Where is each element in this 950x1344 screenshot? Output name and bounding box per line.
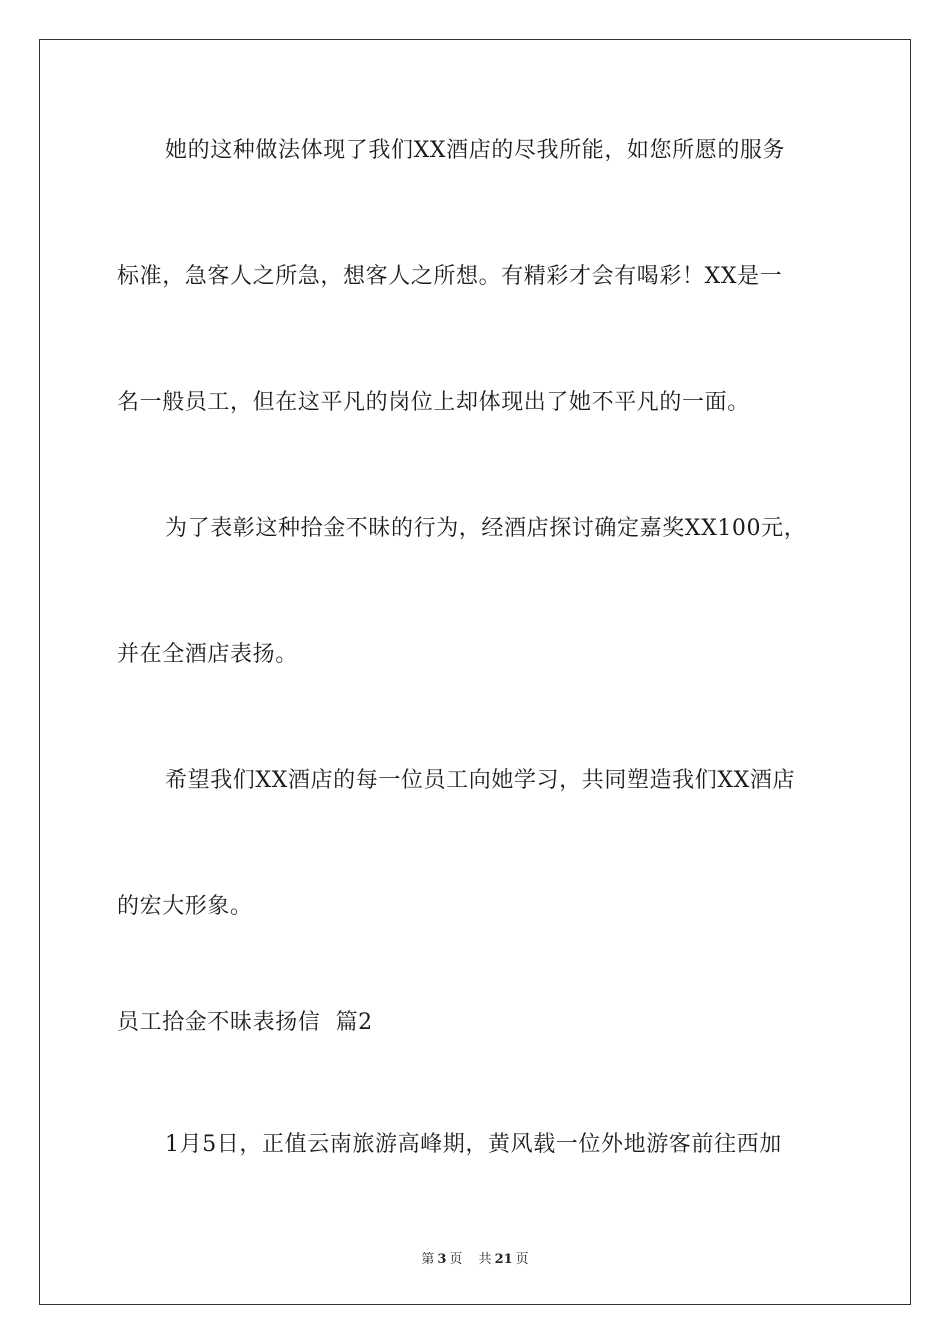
- paragraph-line: 她的这种做法体现了我们XX酒店的尽我所能，如您所愿的服务: [165, 138, 786, 163]
- paragraph-line: 1月5日，正值云南旅游高峰期，黄风载一位外地游客前往西加: [165, 1132, 782, 1157]
- section-heading: 员工拾金不昧表扬信 篇2: [117, 1010, 373, 1035]
- total-prefix: 共: [478, 1252, 492, 1267]
- paragraph-line: 标准，急客人之所急，想客人之所想。有精彩才会有喝彩！XX是一: [117, 264, 783, 289]
- total-indicator: [476, 1252, 532, 1267]
- paragraph-line: 的宏大形象。: [117, 894, 253, 919]
- page-indicator: [418, 1252, 465, 1267]
- page-number: 3: [437, 1252, 447, 1267]
- total-suffix: 页: [515, 1252, 529, 1267]
- paragraph-line: 并在全酒店表扬。: [117, 642, 298, 667]
- page-prefix: 第: [421, 1252, 435, 1267]
- paragraph-line: 名一般员工，但在这平凡的岗位上却体现出了她不平凡的一面。: [117, 390, 750, 415]
- total-number: 21: [494, 1252, 513, 1267]
- page-suffix: 页: [449, 1252, 463, 1267]
- paragraph-line: 为了表彰这种拾金不昧的行为，经酒店探讨确定嘉奖XX100元，: [165, 516, 807, 541]
- page-footer: [0, 1248, 950, 1267]
- page-border: [39, 39, 911, 1305]
- paragraph-line: 希望我们XX酒店的每一位员工向她学习，共同塑造我们XX酒店: [165, 768, 796, 793]
